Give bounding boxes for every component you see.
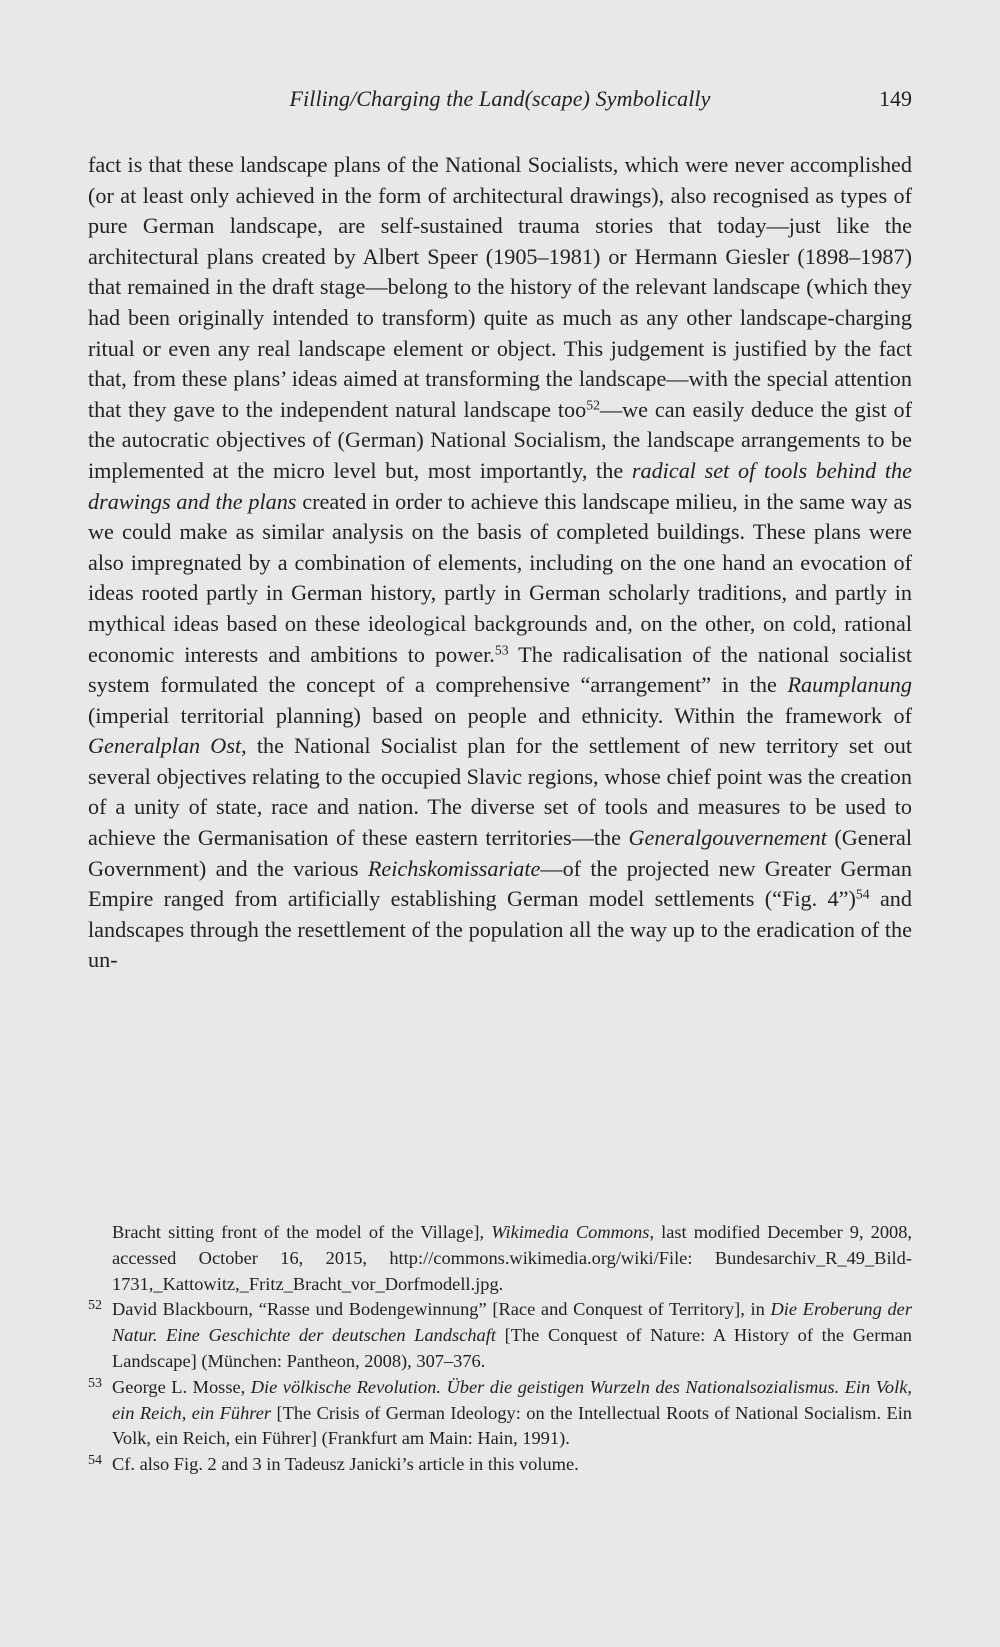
footnote-text: [The Crisis of German Ideology: on the Intellectual Roots of National Socialism. Ein Volk, ein Reich, ein Führer] (Frankfurt am Main: Hain, 1991).	[112, 1402, 912, 1449]
body-text-italic: Raumplanung	[787, 672, 912, 698]
body-text-segment: and landscapes through the resettlement of the population all the way up to the eradication of the un-	[88, 886, 912, 973]
footnotes	[88, 1220, 912, 1478]
footnote-italic: Wikimedia Commons	[491, 1222, 650, 1242]
body-paragraph	[88, 150, 912, 976]
footnote-italic: Die völkische Revolution. Über die geistigen Wurzeln des Nationalsozialismus. Ein Volk, ein Reich, ein Führer	[112, 1376, 912, 1423]
footnote-51-continued	[88, 1220, 912, 1297]
page-number: 149	[879, 86, 912, 111]
footnote-text: Cf. also Fig. 2 and 3 in Tadeusz Janicki’s article in this volume.	[112, 1454, 579, 1475]
footnote-text: David Blackbourn, “Rasse und Bodengewinnung” [Race and Conquest of Territory], in	[112, 1299, 771, 1320]
body-text-segment: , the National Socialist plan for the settlement of new territory set out several objectives relating to the occupied Slavic regions, whose chief point was the creation of a unity of state, race and nation. The diverse set of tools and measures to be used to achieve the Germanisation of these eastern territories—the	[88, 733, 912, 851]
running-head	[88, 86, 912, 126]
body-text-segment: created in order to achieve this landscape milieu, in the same way as we could make as similar analysis on the basis of completed buildings. These plans were also impregnated by a combination of elements, including on the one hand an evocation of ideas rooted partly in German history, partly in German scholarly traditions, and partly in mythical ideas based on these ideological backgrounds and, on the other, on cold, rational economic interests and ambitions to power.	[88, 488, 913, 667]
body-text-italic: Generalgouvernement	[628, 825, 827, 851]
footnote-italic: Die Eroberung der Natur. Eine Geschichte der deutschen Landschaft	[112, 1299, 912, 1346]
footnote-text: [The Conquest of Nature: A History of the German Landscape] (München: Pantheon, 2008), 307–376.	[112, 1325, 912, 1371]
footnote-number: 54	[88, 1453, 102, 1469]
body-text-segment: (imperial territorial planning) based on people and ethnicity. Within the framework of	[88, 702, 912, 728]
footnote-number: 53	[88, 1375, 102, 1391]
body-text-segment: (General Government) and the various	[88, 825, 912, 881]
footnote-number: 52	[88, 1298, 102, 1314]
body-text-italic: radical set of tools behind the drawings and the plans	[88, 457, 912, 514]
body-text-italic: Generalplan Ost	[88, 733, 242, 759]
footnote-ref-52[interactable]: 52	[586, 397, 600, 413]
footnote-text: , last modified December 9, 2008, accessed October 16, 2015, http://commons.wikimedia.org/wiki/File: Bundesarchiv_R_49_Bild-1731,_Kattowitz,_Fritz_Bracht_vor_Dorfmodell.jpg.	[112, 1222, 912, 1294]
body-text-segment: The radicalisation of the national socialist system formulated the concept of a comprehensive “arrangement” in the	[88, 641, 912, 698]
body-text-segment: —of the projected new Greater German Empire ranged from artificially establishing German model settlements (“Fig. 4”)	[88, 855, 912, 912]
footnote-52	[88, 1297, 912, 1374]
footnote-ref-53[interactable]: 53	[494, 641, 509, 657]
footnote-text: Bracht sitting front of the model of the Village],	[112, 1222, 492, 1242]
body-text-segment: —we can easily deduce the gist of the autocratic objectives of (German) National Socialism, the landscape arrangements to be implemented at the micro level but, most importantly, the	[88, 396, 912, 483]
footnote-ref-54[interactable]: 54	[855, 886, 870, 902]
body-text-segment: fact is that these landscape plans of the National Socialists, which were never accomplished (or at least only achieved in the form of architectural drawings), also recognised as types of pure German landscape, are self-sustained trauma stories that today—just like the architectural plans created by Albert Speer (1905–1981) or Hermann Giesler (1898–1987) that remained in the draft stage—belong to the history of the relevant landscape (which they had been originally intended to transform) quite as much as any other landscape-charging ritual or even any real landscape element or object. This judgement is justified by the fact that, from these plans’ ideas aimed at transforming the landscape—with the special attention that they gave to the independent natural landscape too	[88, 152, 912, 422]
footnote-text: George L. Mosse,	[112, 1376, 251, 1397]
running-title: Filling/Charging the Land(scape) Symbolically	[289, 86, 711, 111]
footnote-54	[88, 1452, 912, 1478]
body-text-italic: Reichskomissariate	[367, 855, 541, 881]
footnote-53	[88, 1375, 912, 1452]
